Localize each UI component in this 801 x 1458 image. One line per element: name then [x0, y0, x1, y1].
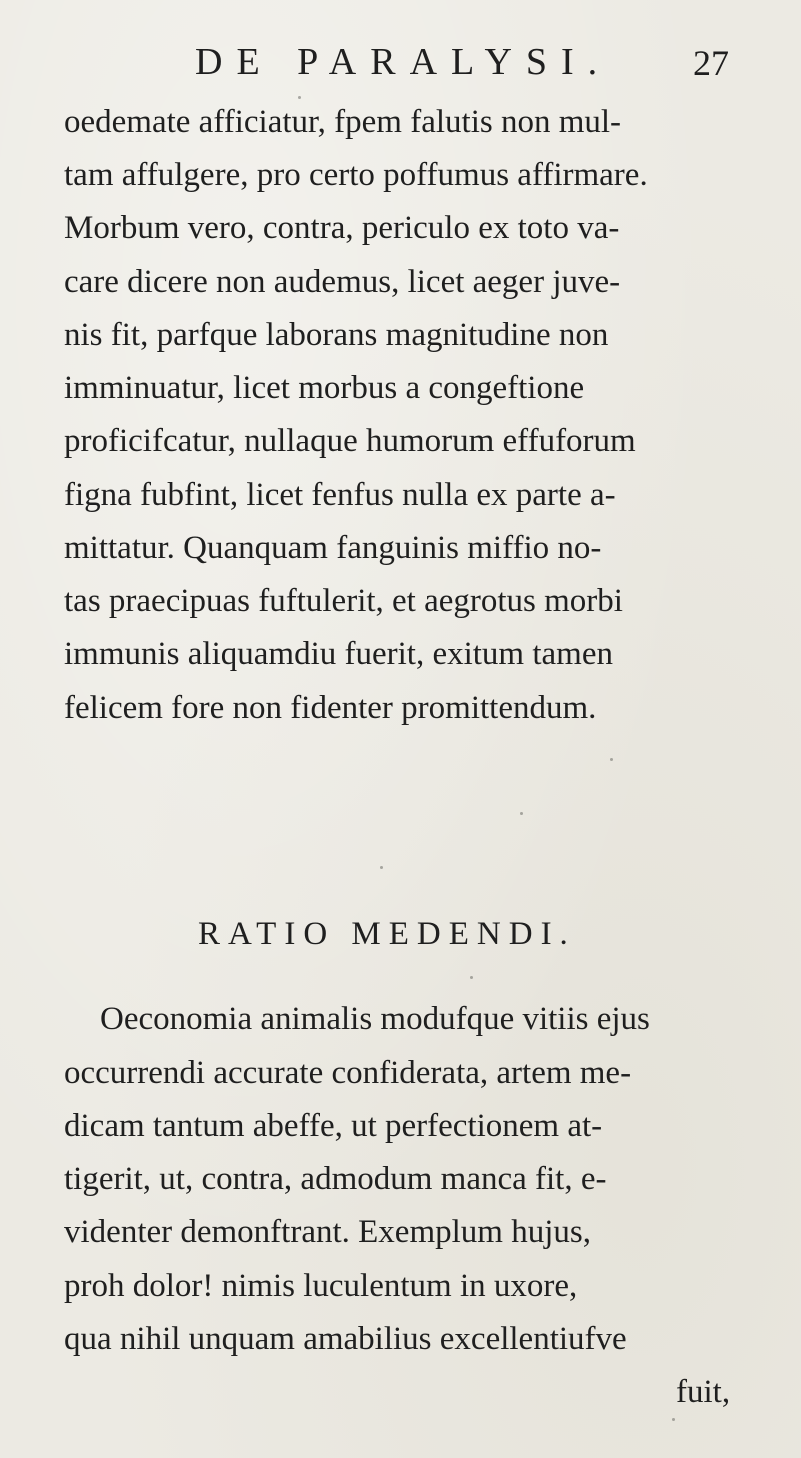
- paper-speck: [610, 758, 613, 761]
- text-line: occurrendi accurate confiderata, artem me-: [64, 1055, 632, 1091]
- text-line: figna fubfint, licet fenfus nulla ex parte a-: [64, 477, 616, 513]
- text-line: oedemate afficiatur, fpem falutis non mul-: [64, 104, 622, 140]
- running-head-title: DE PARALYSI.: [195, 41, 612, 83]
- text-line: imminuatur, licet morbus a congeftione: [64, 370, 585, 406]
- paper-speck: [380, 866, 383, 869]
- text-line: videnter demonftrant. Exemplum hujus,: [64, 1214, 591, 1250]
- text-line: proficifcatur, nullaque humorum effuforum: [64, 423, 636, 459]
- text-line: Oeconomia animalis modufque vitiis ejus: [100, 1001, 650, 1037]
- text-line: felicem fore non fidenter promittendum.: [64, 690, 597, 726]
- paper-speck: [672, 1418, 675, 1421]
- page-number: 27: [693, 43, 729, 83]
- paper-speck: [520, 812, 523, 815]
- text-line: immunis aliquamdiu fuerit, exitum tamen: [64, 636, 613, 672]
- catchword: fuit,: [676, 1374, 731, 1410]
- text-line: tigerit, ut, contra, admodum manca fit, e-: [64, 1161, 607, 1197]
- section-heading: RATIO MEDENDI.: [198, 916, 576, 952]
- text-line: nis fit, parfque laborans magnitudine non: [64, 317, 609, 353]
- text-line: qua nihil unquam amabilius excellentiufve: [64, 1321, 627, 1357]
- text-line: tas praecipuas fuftulerit, et aegrotus morbi: [64, 583, 623, 619]
- text-line: care dicere non audemus, licet aeger juve-: [64, 264, 621, 300]
- text-line: mittatur. Quanquam fanguinis miffio no-: [64, 530, 602, 566]
- text-line: dicam tantum abeffe, ut perfectionem at-: [64, 1108, 603, 1144]
- text-line: proh dolor! nimis luculentum in uxore,: [64, 1268, 578, 1304]
- text-line: tam affulgere, pro certo poffumus affirmare.: [64, 157, 648, 193]
- text-line: Morbum vero, contra, periculo ex toto va-: [64, 210, 620, 246]
- paper-speck: [298, 96, 301, 99]
- paper-speck: [470, 976, 473, 979]
